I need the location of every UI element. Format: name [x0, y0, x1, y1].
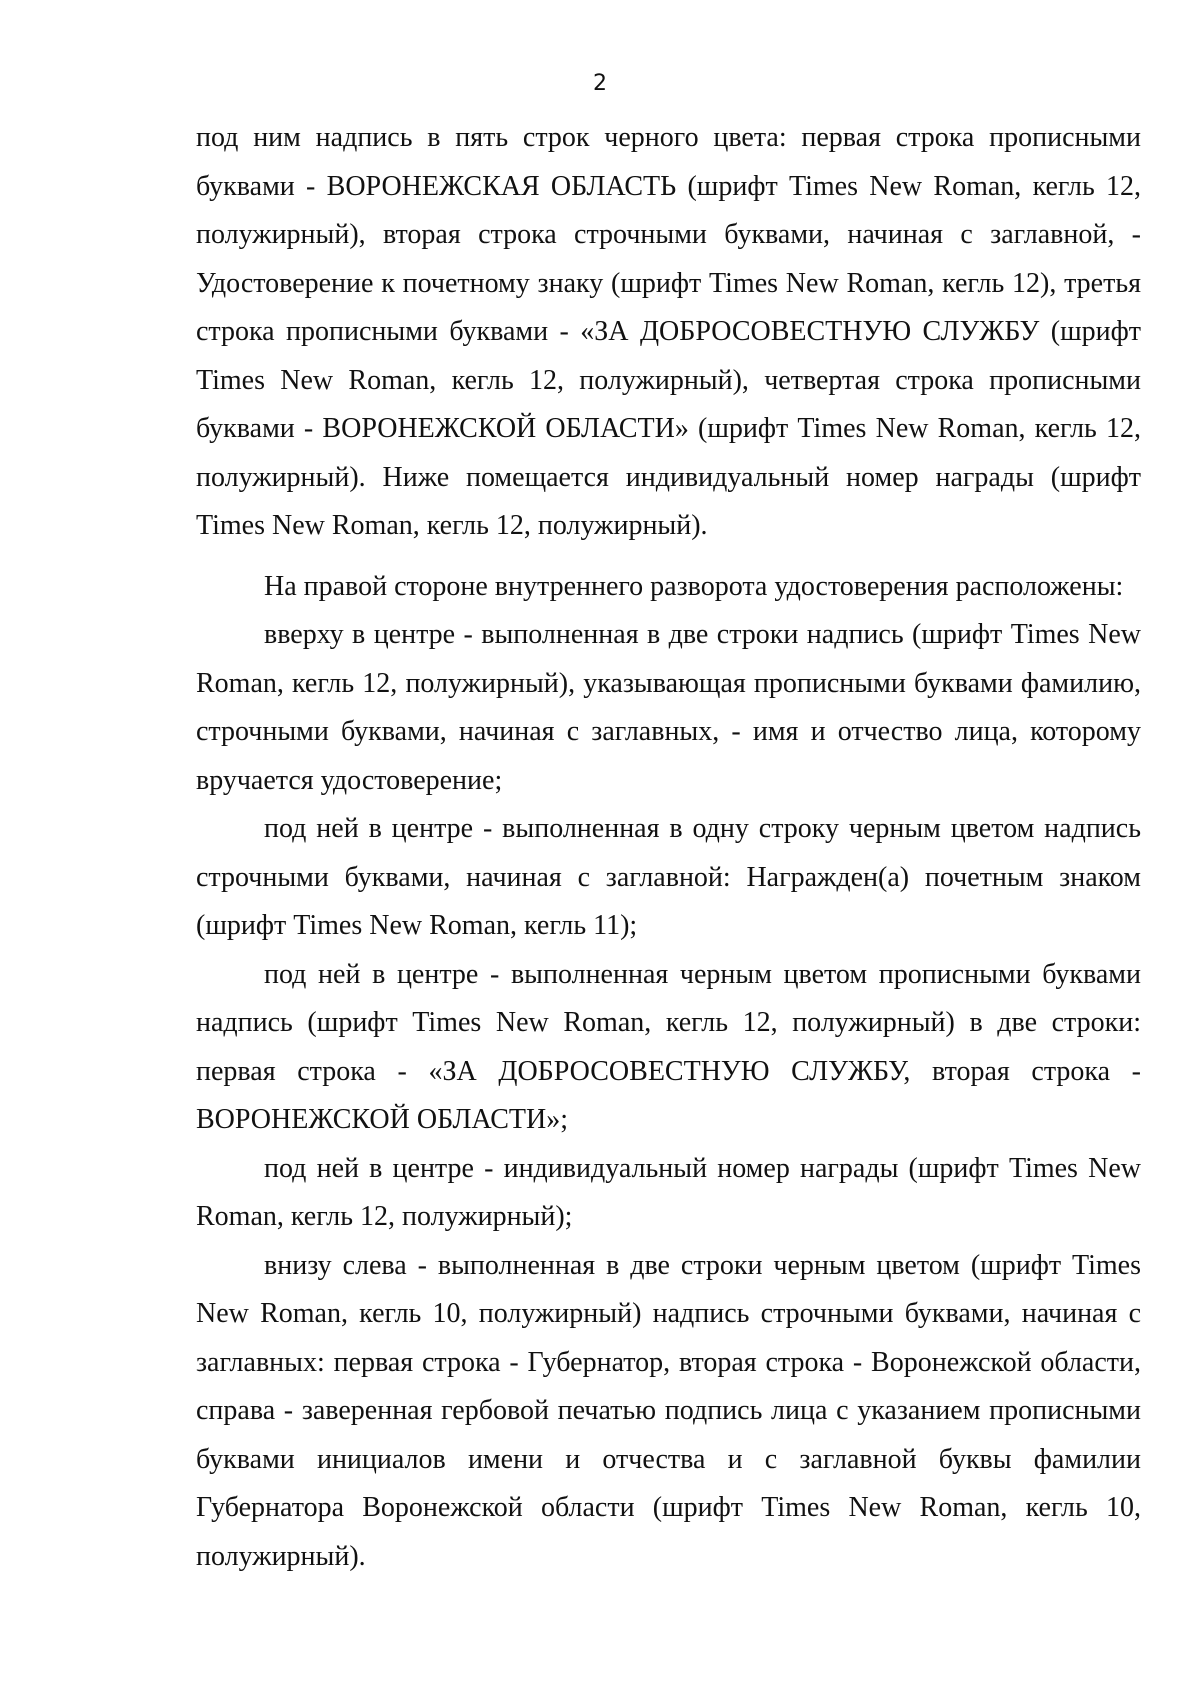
document-body [196, 114, 1141, 1581]
paragraph-awarded-line: под ней в центре - выполненная в одну строку черным цветом надпись строчными буквами, начиная с заглавной: Награжден(а) почетным знаком (шрифт Times New Roman, кегль 11); [196, 813, 1141, 941]
paragraph-governor-signature: внизу слева - выполненная в две строки черным цветом (шрифт Times New Roman, кегль 10, полужирный) надпись строчными буквами, начиная с заглавных: первая строка - Губернатор, вторая строка - Воронежской области, справа - заверенная гербовой печатью подпись лица с указанием прописными буквами инициалов имени и отчества и с заглавной буквы фамилии Губернатора Воронежской области (шрифт Times New Roman, кегль 10, полужирный). [196, 1249, 1141, 1572]
paragraph-service-title: под ней в центре - выполненная черным цветом прописными буквами надпись (шрифт Times New Roman, кегль 12, полужирный) в две строки: первая строка - «ЗА ДОБРОСОВЕСТНУЮ СЛУЖБУ, вторая строка - ВОРОНЕЖСКОЙ ОБЛАСТИ»; [196, 958, 1141, 1135]
paragraph-award-number: под ней в центре - индивидуальный номер награды (шрифт Times New Roman, кегль 12, полужирный); [196, 1152, 1141, 1232]
page-number: 2 [593, 71, 607, 96]
paragraph-top-center-name: вверху в центре - выполненная в две строки надпись (шрифт Times New Roman, кегль 12, полужирный), указывающая прописными буквами фамилию, строчными буквами, начиная с заглавных, - имя и отчество лица, которому вручается удостоверение; [196, 619, 1141, 796]
paragraph-right-side-intro: На правой стороне внутреннего разворота удостоверения расположены: [264, 570, 1124, 602]
paragraph-front-inscription: под ним надпись в пять строк черного цвета: первая строка прописными буквами - ВОРОНЕЖСКАЯ ОБЛАСТЬ (шрифт Times New Roman, кегль 12, полужирный), вторая строка строчными буквами, начиная с заглавной, - Удостоверение к почетному знаку (шрифт Times New Roman, кегль 12), третья строка прописными буквами - «ЗА ДОБРОСОВЕСТНУЮ СЛУЖБУ (шрифт Times New Roman, кегль 12, полужирный), четвертая строка прописными буквами - ВОРОНЕЖСКОЙ ОБЛАСТИ» (шрифт Times New Roman, кегль 12, полужирный). Ниже помещается индивидуальный номер награды (шрифт Times New Roman, кегль 12, полужирный). [196, 122, 1141, 541]
